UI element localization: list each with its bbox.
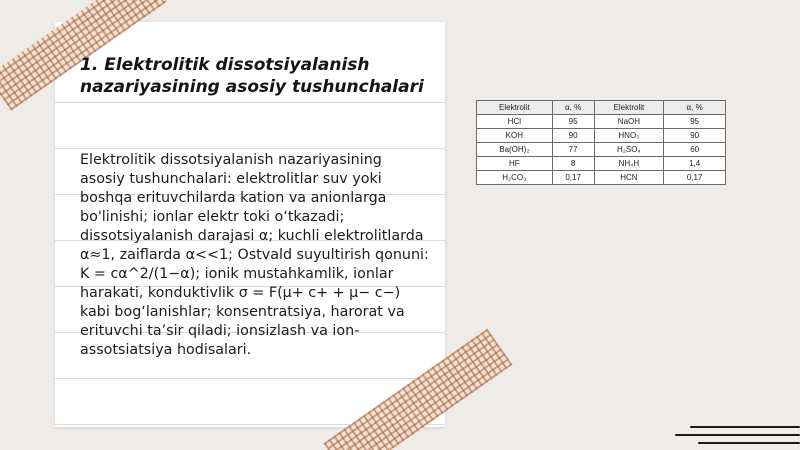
header-alpha-2: α, % [664, 101, 726, 115]
dissociation-table [476, 100, 726, 185]
table-cell: 90 [664, 129, 726, 143]
table-cell: 0,17 [552, 171, 594, 185]
decorative-line [698, 442, 800, 444]
table-cell: Ba(OH)₂ [477, 143, 553, 157]
table-cell: H₂CO₃ [477, 171, 553, 185]
slide-title: 1. Elektrolitik dissotsiyalanish nazariyasining asosiy tushunchalari [80, 55, 424, 97]
table-cell: HNO₃ [594, 129, 664, 143]
table-row [477, 143, 726, 157]
table-cell: 8 [552, 157, 594, 171]
slide-body-text: Elektrolitik dissotsiyalanish nazariyasining asosiy tushunchalari: elektrolitlar suv yoki boshqa erituvchilarda kation va anionlarga bo'linishi; ionlar elektr toki o‘tkazadi; dissotsiyalanish darajasi α; kuchli elektrolitlarda α≈1, zaiflarda α<<1; Ostvald suyultirish qonuni: K = cα^2/(1−α); ionik mustahkamlik, ionlar harakati, konduktivlik σ = F(μ+ c+ + μ− c−) kabi bog‘lanishlar; konsentratsiya, harorat va erituvchi ta’sir qiladi; ionsizlash va ion-assotsiatsiya hodisalari. [80, 152, 429, 358]
table-cell: 77 [552, 143, 594, 157]
table-row [477, 171, 726, 185]
table-cell: NaOH [594, 115, 664, 129]
table-cell: 95 [552, 115, 594, 129]
table-cell: 90 [552, 129, 594, 143]
data-table [476, 100, 726, 185]
table-cell: 1,4 [664, 157, 726, 171]
table-row [477, 129, 726, 143]
decorative-line [690, 426, 800, 428]
table-cell: HCl [477, 115, 553, 129]
decorative-line [675, 434, 800, 436]
table-cell: H₂SO₄ [594, 143, 664, 157]
table-cell: HF [477, 157, 553, 171]
table-header-row [477, 101, 726, 115]
header-electrolyte-2: Elektrolit [594, 101, 664, 115]
table-cell: 60 [664, 143, 726, 157]
header-alpha-1: α, % [552, 101, 594, 115]
header-electrolyte-1: Elektrolit [477, 101, 553, 115]
table-cell: NH₄H [594, 157, 664, 171]
table-row [477, 115, 726, 129]
table-cell: 0,17 [664, 171, 726, 185]
table-cell: KOH [477, 129, 553, 143]
table-row [477, 157, 726, 171]
table-cell: 95 [664, 115, 726, 129]
table-cell: HCN [594, 171, 664, 185]
